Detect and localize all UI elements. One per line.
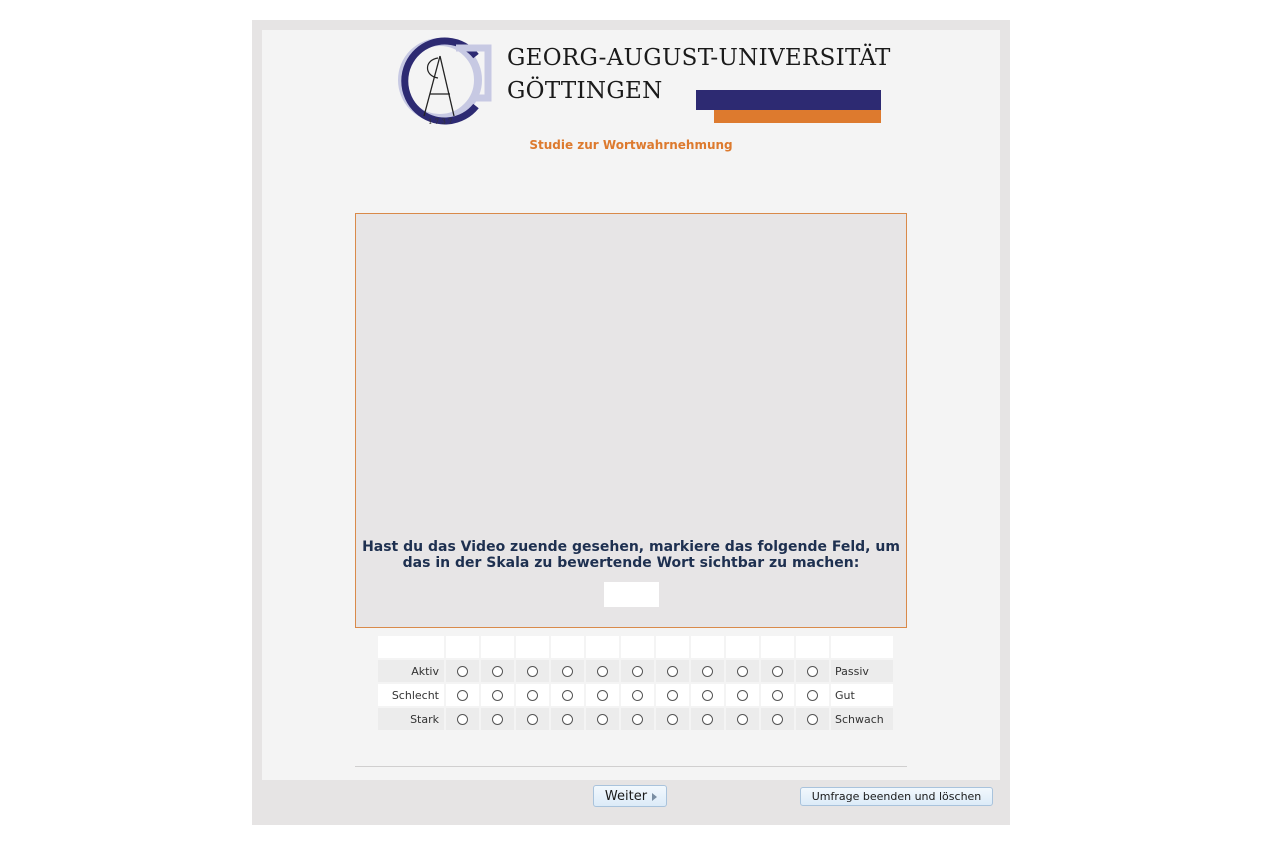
scale-radio-button[interactable] — [492, 714, 503, 725]
scale-right-label: Schwach — [831, 708, 893, 730]
svg-text:1 7 3 7: 1 7 3 7 — [428, 118, 453, 126]
scale-header-row — [378, 636, 893, 658]
scale-radio-button[interactable] — [457, 666, 468, 677]
scale-radio-button[interactable] — [527, 714, 538, 725]
scale-radio-button[interactable] — [597, 666, 608, 677]
scale-option-cell — [481, 708, 514, 730]
scale-radio-button[interactable] — [807, 666, 818, 677]
scale-option-cell — [656, 660, 689, 682]
arrow-right-icon — [652, 793, 657, 801]
scale-option-cell — [796, 660, 829, 682]
scale-left-label: Aktiv — [378, 660, 444, 682]
survey-container — [262, 30, 1000, 815]
scale-header-cell — [586, 636, 619, 658]
scale-option-cell — [446, 660, 479, 682]
scale-option-cell — [761, 708, 794, 730]
scale-option-cell — [691, 708, 724, 730]
scale-radio-button[interactable] — [527, 666, 538, 677]
scale-option-cell — [516, 684, 549, 706]
scale-option-cell — [551, 684, 584, 706]
university-seal-logo — [394, 36, 494, 128]
scale-header-cell — [516, 636, 549, 658]
scale-radio-button[interactable] — [702, 714, 713, 725]
scale-header-cell — [656, 636, 689, 658]
scale-header-cell — [551, 636, 584, 658]
scale-header-cell — [378, 636, 444, 658]
scale-radio-button[interactable] — [597, 690, 608, 701]
scale-option-cell — [761, 684, 794, 706]
scale-radio-button[interactable] — [562, 714, 573, 725]
scale-header-cell — [481, 636, 514, 658]
scale-radio-button[interactable] — [807, 690, 818, 701]
brand-bar-blue — [696, 90, 881, 110]
scale-header-cell — [761, 636, 794, 658]
scale-radio-button[interactable] — [457, 690, 468, 701]
scale-option-cell — [796, 708, 829, 730]
scale-option-cell — [551, 660, 584, 682]
scale-option-cell — [796, 684, 829, 706]
page-frame — [252, 20, 1010, 825]
scale-radio-button[interactable] — [527, 690, 538, 701]
scale-option-cell — [586, 660, 619, 682]
scale-option-cell — [551, 708, 584, 730]
scale-header-cell — [691, 636, 724, 658]
scale-row — [378, 660, 893, 682]
scale-radio-button[interactable] — [807, 714, 818, 725]
university-name-line2: GÖTTINGEN — [507, 78, 663, 104]
scale-option-cell — [621, 708, 654, 730]
university-name-line1: GEORG-AUGUST-UNIVERSITÄT — [507, 45, 891, 71]
video-area — [355, 213, 907, 628]
scale-option-cell — [516, 708, 549, 730]
scale-right-label: Passiv — [831, 660, 893, 682]
scale-row — [378, 708, 893, 730]
footer-bar — [262, 780, 1000, 815]
scale-radio-button[interactable] — [632, 690, 643, 701]
scale-option-cell — [691, 660, 724, 682]
scale-header-cell — [831, 636, 893, 658]
scale-radio-button[interactable] — [632, 714, 643, 725]
scale-row — [378, 684, 893, 706]
scale-radio-button[interactable] — [737, 666, 748, 677]
scale-header-cell — [621, 636, 654, 658]
next-button-label: Weiter — [604, 789, 648, 804]
scale-option-cell — [586, 708, 619, 730]
scale-left-label: Stark — [378, 708, 444, 730]
scale-option-cell — [656, 684, 689, 706]
scale-option-cell — [446, 708, 479, 730]
quit-survey-button[interactable]: Umfrage beenden und löschen — [800, 787, 993, 806]
scale-option-cell — [726, 684, 759, 706]
scale-radio-button[interactable] — [597, 714, 608, 725]
scale-radio-button[interactable] — [562, 666, 573, 677]
scale-option-cell — [726, 708, 759, 730]
scale-option-cell — [586, 684, 619, 706]
scale-option-cell — [691, 684, 724, 706]
reveal-word-field[interactable] — [604, 582, 659, 607]
brand-bar-orange — [714, 110, 881, 123]
scale-radio-button[interactable] — [737, 714, 748, 725]
scale-radio-button[interactable] — [667, 714, 678, 725]
scale-header-cell — [446, 636, 479, 658]
scale-option-cell — [656, 708, 689, 730]
scale-radio-button[interactable] — [492, 690, 503, 701]
scale-radio-button[interactable] — [772, 714, 783, 725]
scale-radio-button[interactable] — [632, 666, 643, 677]
scale-radio-button[interactable] — [667, 666, 678, 677]
next-button[interactable] — [593, 785, 667, 807]
scale-left-label: Schlecht — [378, 684, 444, 706]
scale-radio-button[interactable] — [772, 690, 783, 701]
scale-radio-button[interactable] — [702, 666, 713, 677]
scale-option-cell — [726, 660, 759, 682]
scale-option-cell — [446, 684, 479, 706]
scale-option-cell — [621, 660, 654, 682]
scale-radio-button[interactable] — [562, 690, 573, 701]
rating-scale — [376, 634, 895, 732]
scale-radio-button[interactable] — [702, 690, 713, 701]
scale-header-cell — [796, 636, 829, 658]
divider — [355, 766, 907, 767]
scale-option-cell — [761, 660, 794, 682]
scale-radio-button[interactable] — [737, 690, 748, 701]
study-title: Studie zur Wortwahrnehmung — [529, 138, 733, 152]
scale-option-cell — [481, 660, 514, 682]
scale-radio-button[interactable] — [492, 666, 503, 677]
scale-option-cell — [481, 684, 514, 706]
scale-radio-button[interactable] — [667, 690, 678, 701]
scale-option-cell — [621, 684, 654, 706]
scale-radio-button[interactable] — [772, 666, 783, 677]
scale-radio-button[interactable] — [457, 714, 468, 725]
question-text: Hast du das Video zuende gesehen, markiere das folgende Feld, um das in der Skala zu bewertende Wort sichtbar zu machen: — [362, 539, 900, 571]
scale-right-label: Gut — [831, 684, 893, 706]
scale-option-cell — [516, 660, 549, 682]
scale-header-cell — [726, 636, 759, 658]
